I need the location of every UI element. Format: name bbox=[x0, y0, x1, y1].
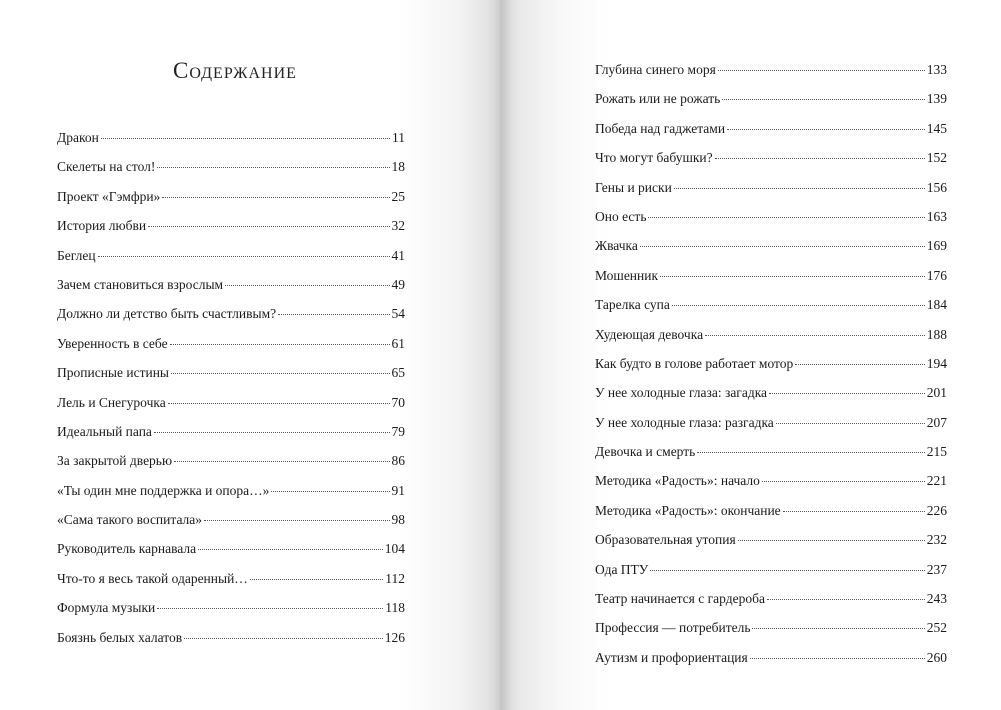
toc-entry-page-number: 194 bbox=[926, 355, 947, 371]
toc-entry-page-number: 145 bbox=[926, 120, 947, 136]
toc-dot-leader bbox=[98, 256, 390, 257]
toc-entry-label: Формула музыки bbox=[57, 600, 156, 616]
toc-dot-leader bbox=[225, 285, 389, 286]
toc-entry-page-number: 237 bbox=[926, 561, 947, 577]
toc-entry-label: Профессия — потребитель bbox=[595, 620, 751, 636]
toc-entry-page-number: 65 bbox=[391, 365, 405, 381]
toc-entry-label: Как будто в голове работает мотор bbox=[595, 355, 794, 371]
toc-entry-page-number: 18 bbox=[391, 159, 405, 175]
toc-entry bbox=[57, 306, 405, 335]
toc-dot-leader bbox=[738, 540, 925, 541]
toc-entry-page-number: 207 bbox=[926, 414, 947, 430]
toc-entry-label: Гены и риски bbox=[595, 179, 672, 195]
toc-entry-label: Жвачка bbox=[595, 238, 638, 254]
toc-entry bbox=[595, 150, 947, 179]
toc-entry bbox=[595, 327, 947, 356]
toc-entry bbox=[595, 473, 947, 502]
toc-entry-page-number: 70 bbox=[391, 394, 405, 410]
toc-entry bbox=[57, 424, 405, 453]
toc-entry-page-number: 152 bbox=[926, 150, 947, 166]
toc-entry bbox=[595, 209, 947, 238]
toc-dot-leader bbox=[648, 217, 924, 218]
toc-entry bbox=[57, 600, 405, 629]
toc-entry bbox=[595, 238, 947, 267]
toc-entry-label: Победа над гаджетами bbox=[595, 120, 726, 136]
toc-entry-label: Боязнь белых халатов bbox=[57, 629, 183, 645]
toc-entry bbox=[57, 130, 405, 159]
toc-dot-leader bbox=[672, 305, 925, 306]
toc-entry-page-number: 243 bbox=[926, 591, 947, 607]
toc-entry bbox=[57, 483, 405, 512]
toc-entry-label: Глубина синего моря bbox=[595, 62, 716, 77]
toc-dot-leader bbox=[154, 432, 390, 433]
toc-entry bbox=[57, 277, 405, 306]
toc-dot-leader bbox=[783, 511, 925, 512]
toc-title: Содержание bbox=[173, 58, 297, 83]
toc-entry-label: «Ты один мне поддержка и опора…» bbox=[57, 482, 270, 498]
toc-entry-label: История любви bbox=[57, 218, 147, 234]
toc-dot-leader bbox=[168, 403, 390, 404]
toc-entry-page-number: 215 bbox=[926, 444, 947, 460]
toc-entry-label: Что могут бабушки? bbox=[595, 150, 713, 166]
toc-entry-label: Худеющая девочка bbox=[595, 326, 704, 342]
toc-entry-page-number: 139 bbox=[926, 91, 947, 107]
toc-entry bbox=[57, 630, 405, 659]
toc-entry bbox=[595, 297, 947, 326]
toc-dot-leader bbox=[767, 599, 925, 600]
toc-entry-label: Уверенность в себе bbox=[57, 335, 168, 351]
toc-entry-label: У нее холодные глаза: разгадка bbox=[595, 414, 774, 430]
toc-dot-leader bbox=[715, 158, 925, 159]
toc-entry-label: Методика «Радость»: начало bbox=[595, 473, 760, 489]
toc-entry-label: Зачем становиться взрослым bbox=[57, 276, 224, 292]
toc-entry-label: Театр начинается с гардероба bbox=[595, 591, 765, 607]
toc-entry-label: «Сама такого воспитала» bbox=[57, 512, 203, 528]
toc-entry-page-number: 126 bbox=[384, 629, 405, 645]
toc-dot-leader bbox=[174, 461, 389, 462]
toc-entry-label: Образовательная утопия bbox=[595, 532, 736, 548]
toc-entry-page-number: 32 bbox=[391, 218, 405, 234]
toc-entry-page-number: 104 bbox=[384, 541, 405, 557]
toc-entry-page-number: 226 bbox=[926, 502, 947, 518]
toc-entry bbox=[595, 532, 947, 561]
toc-entry-page-number: 112 bbox=[385, 570, 405, 586]
toc-entry bbox=[595, 591, 947, 620]
toc-dot-leader bbox=[762, 481, 925, 482]
toc-entry-label: Дракон bbox=[57, 130, 99, 145]
toc-entry bbox=[57, 453, 405, 482]
toc-dot-leader bbox=[271, 491, 389, 492]
toc-entry bbox=[595, 91, 947, 120]
toc-entry-page-number: 118 bbox=[385, 600, 405, 616]
toc-entry bbox=[57, 248, 405, 277]
toc-entry-page-number: 163 bbox=[926, 208, 947, 224]
toc-entry bbox=[57, 218, 405, 247]
toc-list-right bbox=[595, 62, 947, 679]
toc-entry-label: Ода ПТУ bbox=[595, 561, 649, 577]
toc-entry-label: Идеальный папа bbox=[57, 423, 152, 439]
toc-entry-label: Методика «Радость»: окончание bbox=[595, 502, 781, 518]
toc-dot-leader bbox=[250, 579, 383, 580]
toc-entry bbox=[57, 541, 405, 570]
toc-dot-leader bbox=[101, 138, 390, 139]
toc-entry bbox=[595, 562, 947, 591]
toc-dot-leader bbox=[727, 129, 925, 130]
toc-entry-page-number: 11 bbox=[392, 130, 405, 145]
toc-entry-page-number: 188 bbox=[926, 326, 947, 342]
toc-entry-page-number: 232 bbox=[926, 532, 947, 548]
toc-entry-label: Аутизм и профориентация bbox=[595, 649, 748, 665]
toc-dot-leader bbox=[162, 197, 389, 198]
toc-entry bbox=[595, 121, 947, 150]
toc-entry-label: У нее холодные глаза: загадка bbox=[595, 385, 768, 401]
toc-entry-page-number: 98 bbox=[391, 512, 405, 528]
toc-entry-page-number: 41 bbox=[391, 247, 405, 263]
toc-entry-label: Лель и Снегурочка bbox=[57, 394, 166, 410]
toc-entry bbox=[57, 365, 405, 394]
toc-entry-label: Руководитель карнавала bbox=[57, 541, 197, 557]
toc-entry bbox=[595, 620, 947, 649]
toc-entry-page-number: 221 bbox=[926, 473, 947, 489]
toc-entry-page-number: 184 bbox=[926, 297, 947, 313]
toc-dot-leader bbox=[718, 70, 925, 71]
toc-entry-page-number: 169 bbox=[926, 238, 947, 254]
toc-entry-page-number: 86 bbox=[391, 453, 405, 469]
toc-dot-leader bbox=[148, 226, 389, 227]
toc-entry bbox=[595, 268, 947, 297]
toc-entry-page-number: 91 bbox=[391, 482, 405, 498]
toc-entry-page-number: 260 bbox=[926, 649, 947, 665]
toc-entry-page-number: 156 bbox=[926, 179, 947, 195]
toc-entry bbox=[57, 336, 405, 365]
toc-entry-page-number: 79 bbox=[391, 423, 405, 439]
toc-entry bbox=[57, 189, 405, 218]
toc-dot-leader bbox=[157, 608, 383, 609]
toc-dot-leader bbox=[722, 99, 924, 100]
toc-entry bbox=[595, 503, 947, 532]
toc-dot-leader bbox=[795, 364, 925, 365]
toc-entry-page-number: 25 bbox=[391, 188, 405, 204]
toc-entry bbox=[57, 571, 405, 600]
toc-entry-label: Тарелка супа bbox=[595, 297, 670, 313]
toc-entry-label: Мошенник bbox=[595, 267, 659, 283]
toc-dot-leader bbox=[640, 246, 925, 247]
toc-entry-label: Должно ли детство быть счастливым? bbox=[57, 306, 277, 322]
toc-dot-leader bbox=[650, 570, 924, 571]
book-gutter bbox=[488, 0, 512, 710]
toc-entry-label: Что-то я весь такой одаренный… bbox=[57, 570, 248, 586]
toc-entry-page-number: 201 bbox=[926, 385, 947, 401]
toc-dot-leader bbox=[198, 549, 383, 550]
toc-dot-leader bbox=[171, 373, 390, 374]
toc-entry-label: За закрытой дверью bbox=[57, 453, 173, 469]
toc-dot-leader bbox=[660, 276, 925, 277]
toc-dot-leader bbox=[769, 393, 925, 394]
toc-entry bbox=[57, 512, 405, 541]
toc-dot-leader bbox=[750, 658, 925, 659]
toc-entry-page-number: 176 bbox=[926, 267, 947, 283]
toc-entry-page-number: 54 bbox=[391, 306, 405, 322]
toc-dot-leader bbox=[752, 628, 924, 629]
toc-dot-leader bbox=[705, 335, 925, 336]
toc-entry bbox=[57, 395, 405, 424]
toc-entry-page-number: 49 bbox=[391, 276, 405, 292]
toc-entry-label: Девочка и смерть bbox=[595, 444, 696, 460]
toc-entry-page-number: 252 bbox=[926, 620, 947, 636]
left-page bbox=[0, 0, 500, 710]
toc-entry-page-number: 133 bbox=[926, 62, 947, 77]
toc-list-left bbox=[57, 130, 405, 659]
toc-dot-leader bbox=[204, 520, 389, 521]
toc-entry bbox=[595, 180, 947, 209]
toc-entry bbox=[595, 650, 947, 679]
toc-entry-page-number: 61 bbox=[391, 335, 405, 351]
toc-entry bbox=[595, 385, 947, 414]
toc-entry bbox=[595, 415, 947, 444]
toc-dot-leader bbox=[697, 452, 924, 453]
toc-dot-leader bbox=[184, 638, 383, 639]
toc-entry-label: Беглец bbox=[57, 247, 96, 263]
toc-entry bbox=[595, 356, 947, 385]
toc-entry bbox=[57, 159, 405, 188]
toc-entry bbox=[595, 444, 947, 473]
toc-entry-label: Проект «Гэмфри» bbox=[57, 188, 161, 204]
toc-dot-leader bbox=[278, 314, 389, 315]
toc-entry-label: Скелеты на стол! bbox=[57, 159, 156, 175]
toc-entry-label: Прописные истины bbox=[57, 365, 169, 381]
toc-dot-leader bbox=[674, 188, 925, 189]
toc-entry-label: Рожать или не рожать bbox=[595, 91, 721, 107]
toc-dot-leader bbox=[776, 423, 925, 424]
toc-entry bbox=[595, 62, 947, 91]
toc-dot-leader bbox=[170, 344, 390, 345]
toc-entry-label: Оно есть bbox=[595, 208, 647, 224]
toc-dot-leader bbox=[157, 167, 389, 168]
